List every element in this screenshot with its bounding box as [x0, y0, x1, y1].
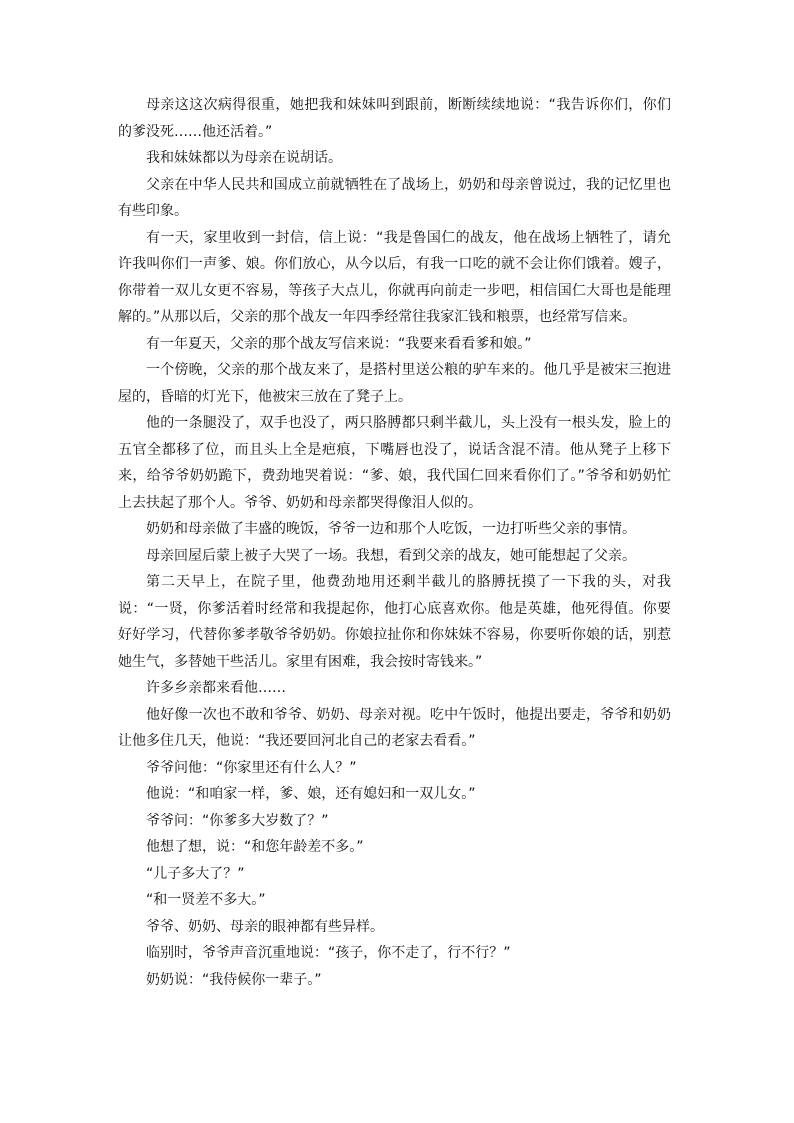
paragraph: 他的一条腿没了，双手也没了，两只胳膊都只剩半截儿，头上没有一根头发，脸上的五官全都移了位，而且头上全是疤痕，下嘴唇也没了，说话含混不清。他从凳子上移下来，给爷爷奶奶跪下，费劲地哭着说：“爹、娘，我代国仁回来看你们了。”爷爷和奶奶忙上去扶起了那个人。爷爷、奶奶和母亲都哭得像泪人似的。: [118, 415, 671, 511]
paragraph: 奶奶说：“我侍候你一辈子。”: [146, 971, 322, 988]
paragraph: 有一天，家里收到一封信，信上说：“我是鲁国仁的战友，他在战场上牺牲了，请允许我叫你们一声爹、娘。你们放心，从今以后，有我一口吃的就不会让你们饿着。嫂子，你带着一双儿女更不容易，等孩子大点儿，你就再向前走一步吧，相信国仁大哥也是能理解的。”从那以后，父亲的那个战友一年四季经常往我家汇钱和粮票，也经常写信来。: [118, 229, 671, 325]
paragraph: 第二天早上，在院子里，他费劲地用还剩半截儿的胳膊抚摸了一下我的头，对我说：“一贤，你爹活着时经常和我提起你，他打心底喜欢你。他是英雄，他死得值。你要好好学习，代替你爹孝敬爷爷奶奶。你娘拉扯你和你妹妹不容易，你要听你娘的话，别惹她生气，多替她干些活儿。家里有困难，我会按时寄钱来。”: [118, 574, 671, 670]
paragraph: 爷爷问他：“你家里还有什么人？”: [146, 759, 357, 776]
paragraph: 母亲回屋后蒙上被子大哭了一场。我想，看到父亲的战友，她可能想起了父亲。: [146, 547, 636, 564]
paragraph: “和一贤差不多大。”: [146, 892, 266, 908]
paragraph: 一个傍晚，父亲的那个战友来了，是搭村里送公粮的驴车来的。他几乎是被宋三抱进屋的，昏暗的灯光下，他被宋三放在了凳子上。: [118, 362, 671, 405]
paragraph: 我和妹妹都以为母亲在说胡话。: [146, 150, 342, 166]
paragraph: 爷爷问：“你爹多大岁数了？”: [146, 812, 329, 829]
paragraph: 临别时，爷爷声音沉重地说：“孩子，你不走了，行不行？”: [146, 945, 511, 961]
paragraph: 爷爷、奶奶、母亲的眼神都有些异样。: [146, 918, 384, 935]
paragraph: “儿子多大了？”: [146, 865, 245, 882]
paragraph: 他想了想，说：“和您年龄差不多。”: [146, 839, 364, 855]
paragraph: 奶奶和母亲做了丰盛的晚饭，爷爷一边和那个人吃饭，一边打听些父亲的事情。: [146, 521, 636, 537]
paragraph: 他好像一次也不敢和爷爷、奶奶、母亲对视。吃中午饭时，他提出要走，爷爷和奶奶让他多住几天，他说：“我还要回河北自己的老家去看看。”: [118, 706, 671, 749]
paragraph: 有一年夏天，父亲的那个战友写信来说：“我要来看看爹和娘。”: [146, 335, 532, 352]
paragraph: 母亲这这次病得很重，她把我和妹妹叫到跟前，断断续续地说：“我告诉你们，你们的爹没死……他还活着。”: [118, 97, 671, 140]
paragraph: 许多乡亲都来看他……: [146, 680, 286, 696]
document-page: [118, 92, 671, 993]
paragraph: 父亲在中华人民共和国成立前就牺牲在了战场上，奶奶和母亲曾说过，我的记忆里也有些印象。: [118, 176, 671, 219]
paragraph: 他说：“和咱家一样，爹、娘，还有媳妇和一双儿女。”: [146, 786, 476, 802]
